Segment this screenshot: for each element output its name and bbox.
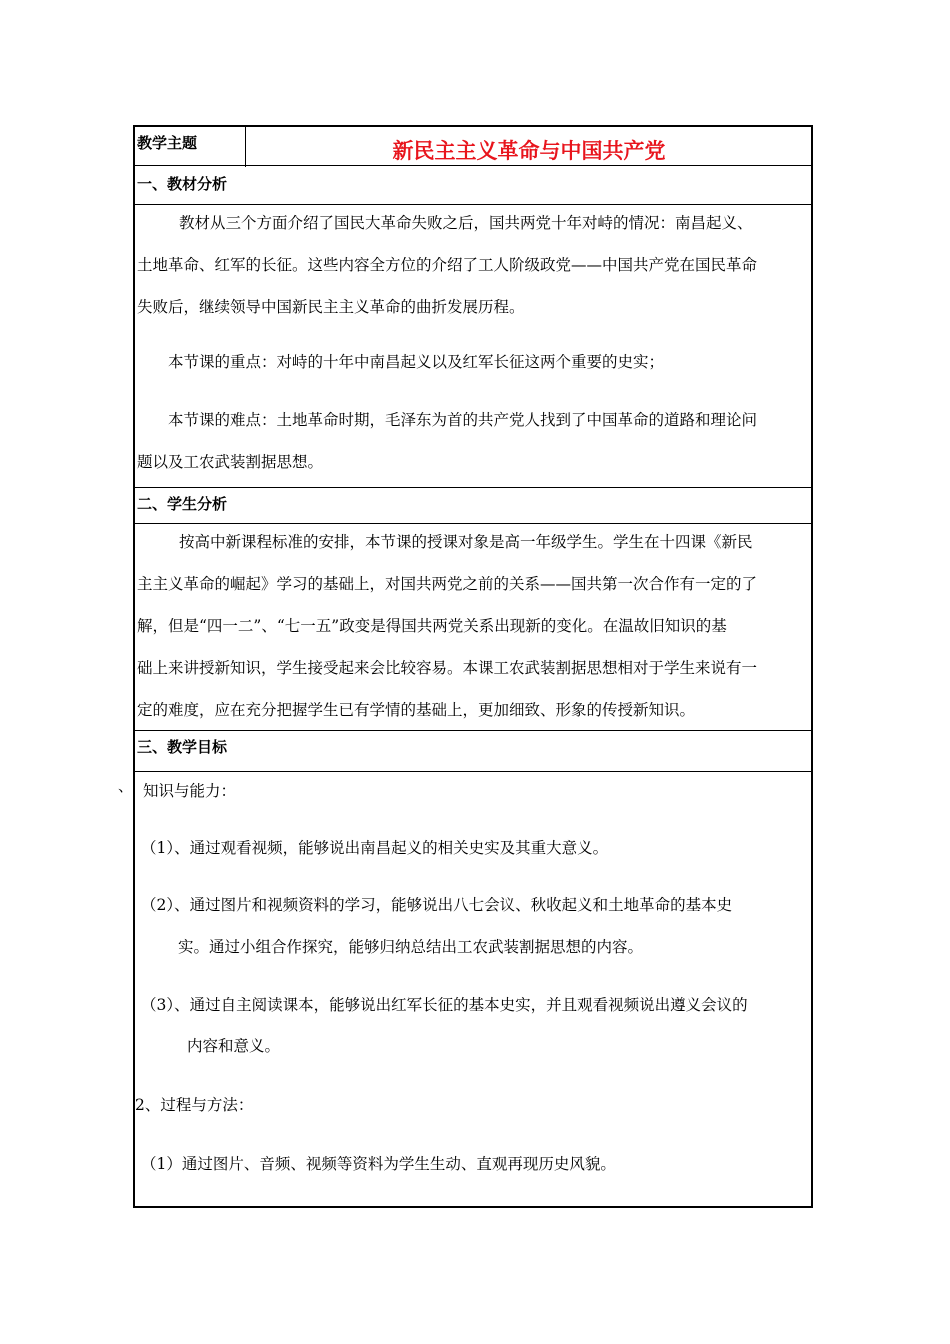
- row-divider: [135, 487, 811, 488]
- row-divider: [135, 730, 811, 731]
- section-heading-students: 二、学生分析: [137, 495, 228, 513]
- section-heading-textbook: 一、教材分析: [137, 175, 228, 193]
- knowledge-ability-heading: 知识与能力：: [143, 782, 237, 800]
- topic-label: 教学主题: [137, 134, 198, 152]
- textbook-analysis-paragraph: 教材从三个方面介绍了国民大革命失败之后，国共两党十年对峙的情况：南昌起义、 土地革命、红军的长征。这些内容全方位的介绍了工人阶级政党——中国共产党在国民革命 失败后，继续领导中国新民主主义革命的曲折发展历程。: [137, 214, 758, 316]
- row-divider: [135, 771, 811, 772]
- process-item-1: （1）通过图片、音频、视频等资料为学生生动、直观再现历史风貌。: [141, 1155, 616, 1173]
- section-heading-objectives: 三、教学目标: [137, 738, 228, 756]
- row-divider: [135, 165, 811, 166]
- lesson-focus: 本节课的重点：对峙的十年中南昌起义以及红军长征这两个重要的史实；: [168, 353, 665, 371]
- process-method-heading: 2、过程与方法：: [135, 1096, 254, 1114]
- lesson-table: [133, 125, 813, 1208]
- lesson-title: 新民主主义革命与中国共产党: [392, 139, 666, 163]
- header-divider: [245, 127, 246, 167]
- objective-item-3-line1: （3）、通过自主阅读课本，能够说出红军长征的基本史实，并且观看视频说出遵义会议的: [141, 996, 748, 1014]
- objective-item-1: （1）、通过观看视频，能够说出南昌起义的相关史实及其重大意义。: [141, 839, 609, 857]
- stray-mark: 、: [118, 777, 134, 795]
- objective-item-2-line2: 实。通过小组合作探究，能够归纳总结出工农武装割据思想的内容。: [178, 938, 644, 956]
- student-analysis-paragraph: 按高中新课程标准的安排，本节课的授课对象是高一年级学生。学生在十四课《新民 主主义革命的崛起》学习的基础上，对国共两党之前的关系——国共第一次合作有一定的了 解，但是“四一二”、“七一五”政变是得国共两党关系出现新的变化。在温故旧知识的基 础上来讲授新知识，学生接受起来会比较容易。本课工农武装割据思想相对于学生来说有一 定的难度，应在充分把握学生已有学情的基础上，更加细致、形象的传授新知识。: [137, 533, 758, 719]
- objective-item-3-line2: 内容和意义。: [187, 1037, 281, 1055]
- lesson-difficulty: 本节课的难点：土地革命时期，毛泽东为首的共产党人找到了中国革命的道路和理论问 题以及工农武装割据思想。: [137, 411, 758, 471]
- objective-item-2-line1: （2）、通过图片和视频资料的学习，能够说出八七会议、秋收起义和土地革命的基本史: [141, 896, 733, 914]
